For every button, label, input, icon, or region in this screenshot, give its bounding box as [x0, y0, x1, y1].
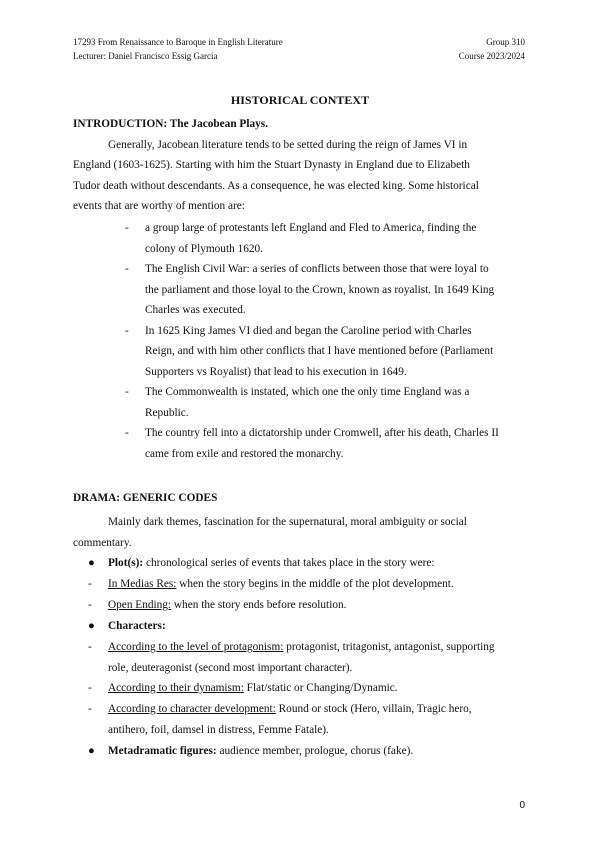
dash-marker: - [125, 263, 129, 275]
header-lecturer: Lecturer: Daniel Francisco Essig Garcia [73, 51, 218, 61]
bullet-marker: ● [88, 745, 95, 757]
page-number: 0 [519, 800, 525, 811]
list-item: - a group large of protestants left England and Fled to America, finding the colony of Plymouth 1620. [117, 218, 507, 259]
list-item: - The country fell into a dictatorship under Cromwell, after his death, Charles II came from exile and restored the monarchy. [117, 423, 507, 464]
dash-marker: - [125, 386, 129, 398]
page-title: HISTORICAL CONTEXT [230, 93, 370, 107]
header-course-title: 17293 From Renaissance to Baroque in English Literature [73, 37, 283, 47]
dash-marker: - [88, 682, 92, 694]
dash-marker: - [125, 324, 129, 337]
dash-marker: - [88, 703, 92, 715]
intro-line: England (1603-1625). Starting with him the Stuart Dynasty in England due to Elizabeth [73, 159, 470, 171]
bullet-marker: ● [88, 620, 95, 632]
drama-heading: DRAMA: GENERIC CODES [73, 492, 218, 504]
characters-label: Characters: [108, 620, 166, 632]
dash-marker: - [88, 599, 92, 611]
development-label: According to character development: [108, 703, 276, 715]
dash-marker: - [88, 641, 92, 653]
metadramatic-label: Metadramatic figures: [108, 745, 217, 757]
list-item: - The English Civil War: a series of conflicts between those that were loyal to the parliament and those loyal to the Crown, known as royalist. In 1649 King Charles was executed. [117, 259, 507, 321]
header-group: Group 310 [486, 37, 525, 47]
protagonism-label: According to the level of protagonism: [108, 641, 284, 653]
dash-marker: - [125, 222, 129, 234]
dynamism-label: According to their dynamism: [108, 682, 244, 694]
plot-label: Plot(s): [108, 557, 144, 569]
header-course-year: Course 2023/2024 [458, 51, 525, 61]
events-list [117, 218, 507, 464]
intro-heading: INTRODUCTION: The Jacobean Plays. [73, 118, 268, 130]
bullet-marker: ● [88, 557, 95, 569]
list-item: - In 1625 King James VI died and began the Caroline period with Charles Reign, and with him other conflicts that I have mentioned before (Parliament Supporters vs Royalist) that lead to his execution in 1649. [117, 321, 507, 383]
intro-line: events that are worthy of mention are: [73, 200, 245, 212]
intro-line: Tudor death without descendants. As a consequence, he was elected king. Some historical [73, 180, 479, 192]
drama-intro-line: commentary. [73, 537, 132, 549]
intro-line: Generally, Jacobean literature tends to be setted during the reign of James VI in [108, 139, 468, 151]
dash-marker: - [125, 427, 129, 439]
open-ending-label: Open Ending: [108, 599, 172, 611]
drama-intro-line: Mainly dark themes, fascination for the supernatural, moral ambiguity or social [108, 516, 467, 528]
list-item: - The Commonwealth is instated, which one the only time England was a Republic. [117, 382, 507, 423]
dash-marker: - [88, 578, 92, 590]
in-medias-res-label: In Medias Res: [108, 578, 177, 590]
